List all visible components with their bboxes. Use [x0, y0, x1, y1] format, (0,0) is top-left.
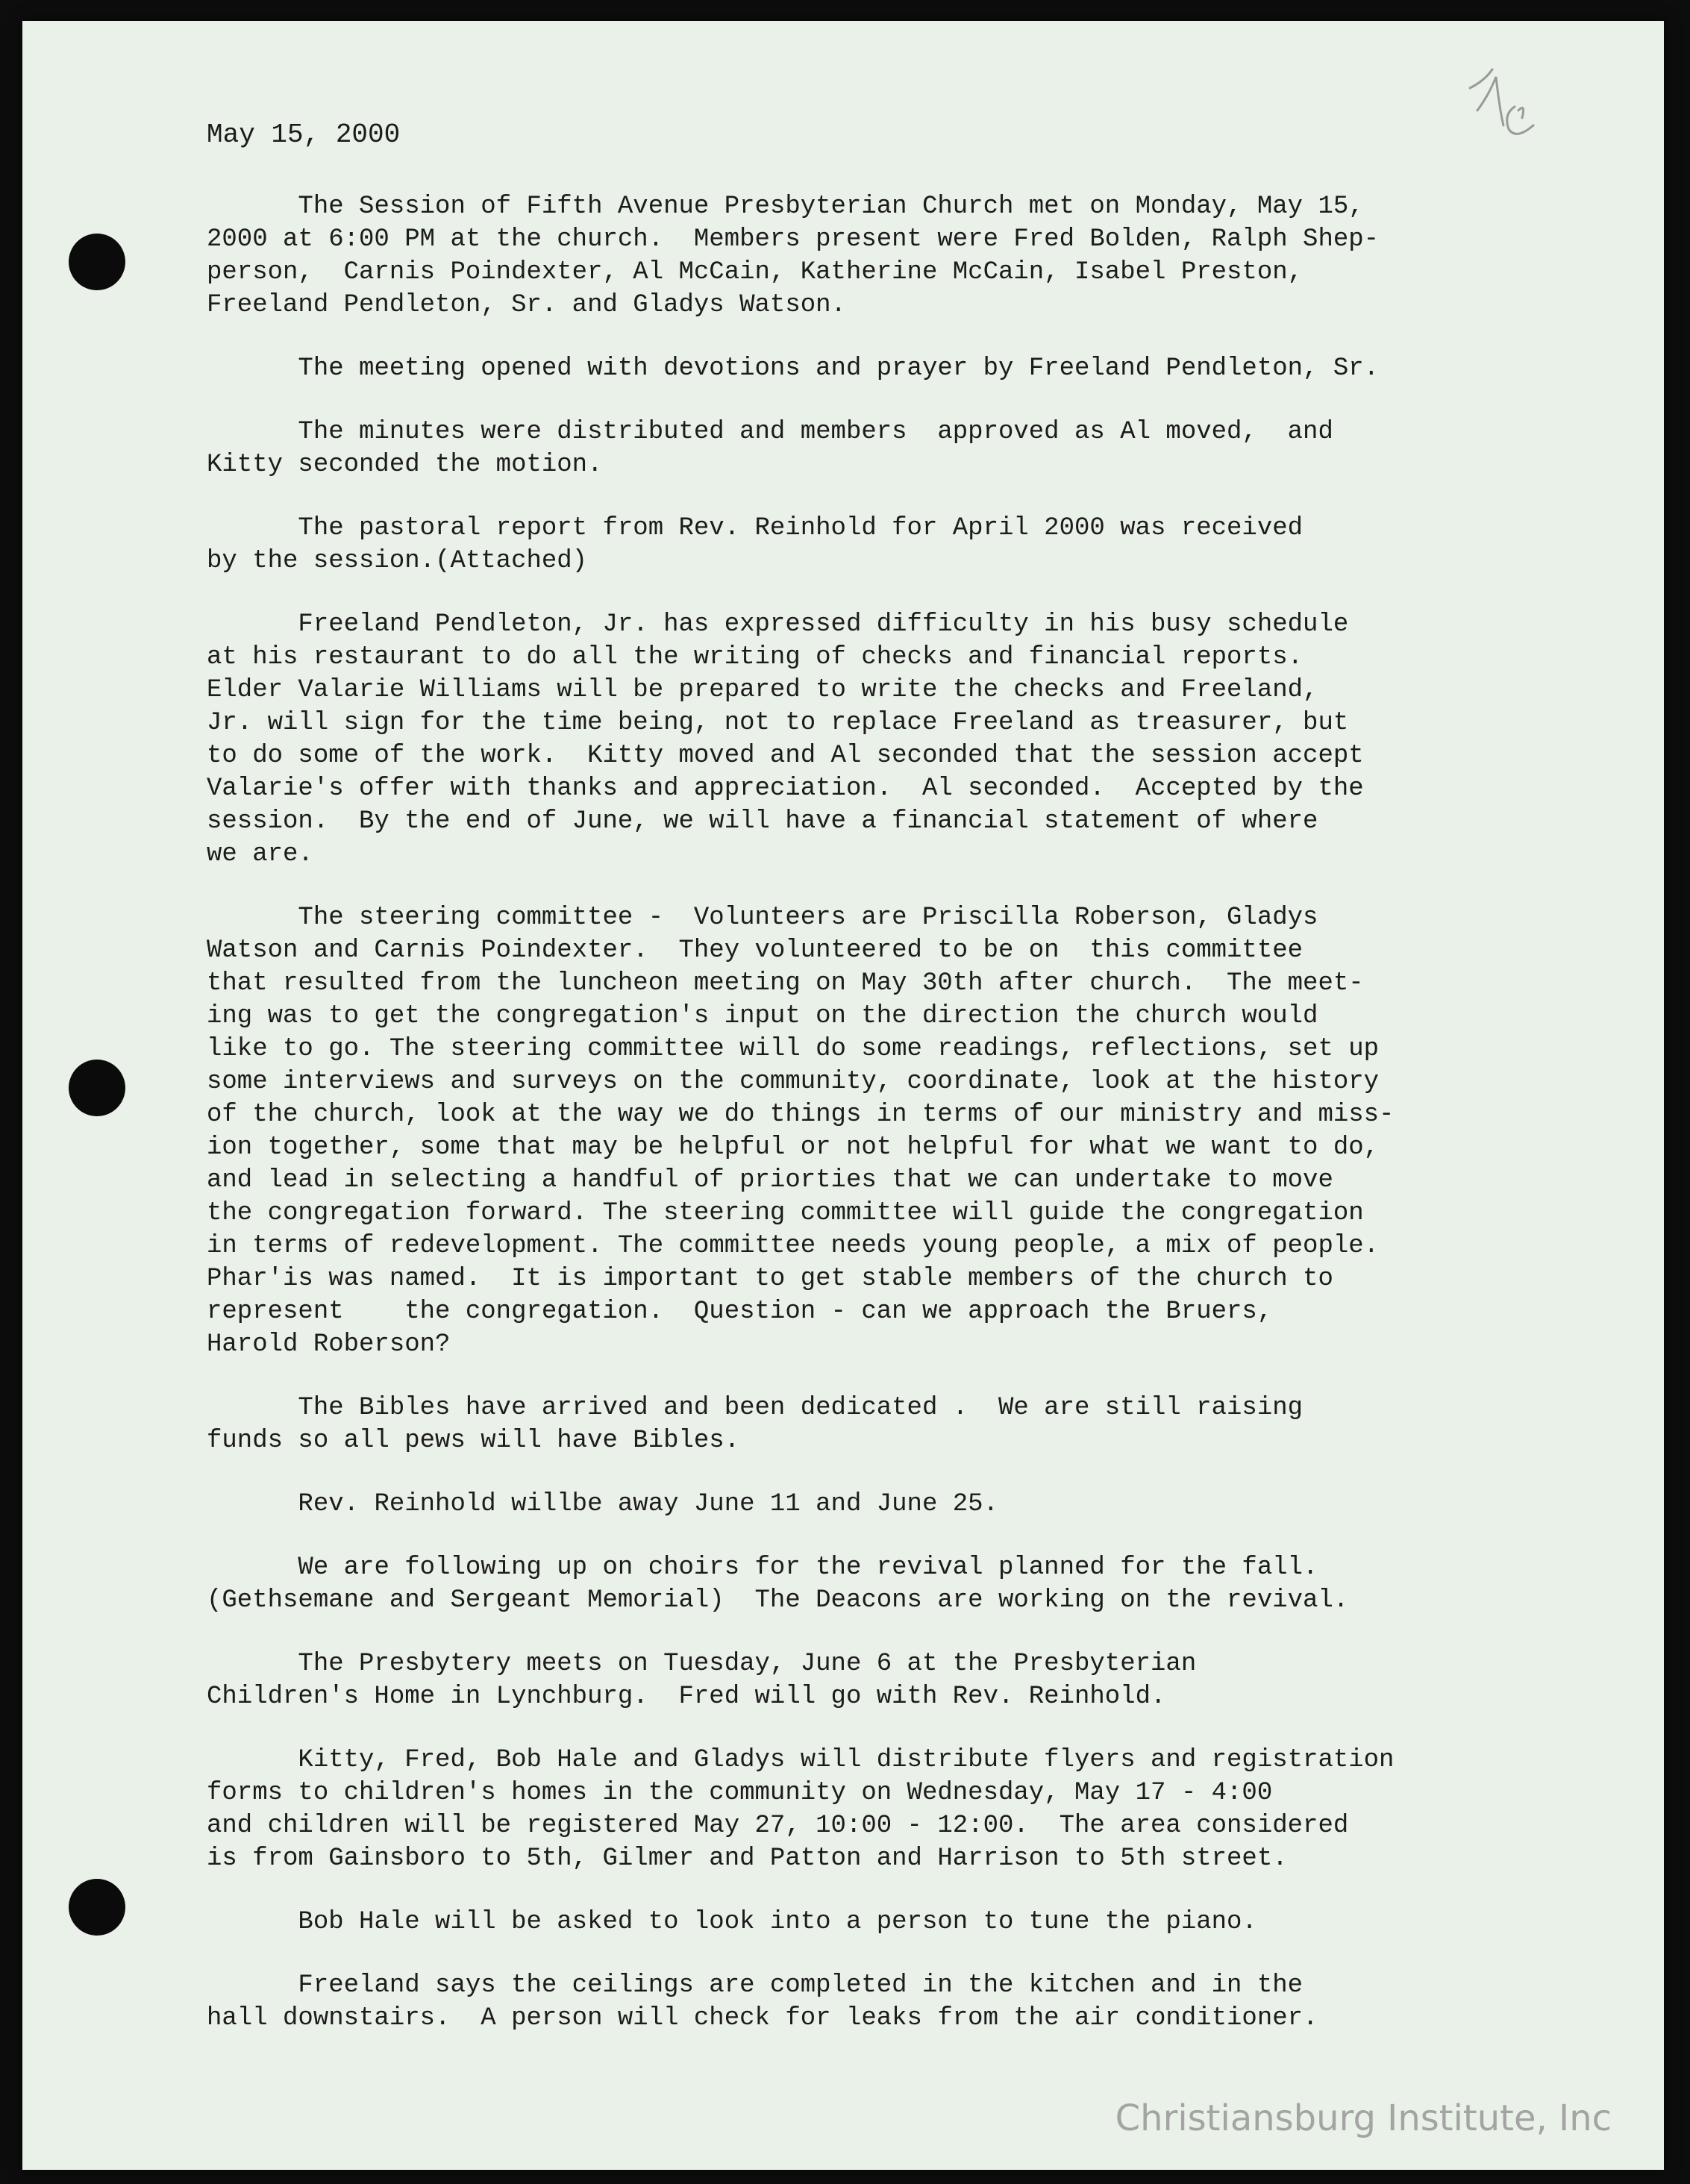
- paragraph-steering-committee: The steering committee - Volunteers are Priscilla Roberson, Gladys Watson and Carnis Poindexter. They volunteered to be on this committee that resulted from the luncheon meeting on May 30th after church. The meet- ing was to get the congregation's input on the direction the church would like to go. The steering committee will do some readings, reflections, set up some interviews and surveys on the community, coordinate, look at the history of the church, look at the way we do things in terms of our ministry and miss- ion together, some that may be helpful or not helpful for what we want to do, and lead in selecting a handful of priorties that we can undertake to move the congregation forward. The steering committee will guide the congregation in terms of redevelopment. The committee needs young people, a mix of people. Phar'is was named. It is important to get stable members of the church to represent the congregation. Question - can we approach the Bruers, Harold Roberson?: [207, 904, 1395, 1359]
- paragraph-presbytery: The Presbytery meets on Tuesday, June 6 at the Presbyterian Children's Home in Lynchburg. Fred will go with Rev. Reinhold.: [207, 1650, 1197, 1711]
- paragraph-finances: Freeland Pendleton, Jr. has expressed difficulty in his busy schedule at his restaurant to do all the writing of checks and financial reports. Elder Valarie Williams will be prepared to write the checks and Freeland, Jr. will sign for the time being, not to replace Freeland as treasurer, but to do some of the work. Kitty moved and Al seconded that the session accept Valarie's offer with thanks and appreciation. Al seconded. Accepted by the session. By the end of June, we will have a financial statement of where we are.: [207, 610, 1364, 869]
- paragraph-devotions: The meeting opened with devotions and prayer by Freeland Pendleton, Sr.: [207, 354, 1380, 383]
- punch-hole: [69, 1879, 125, 1936]
- document-date: May 15, 2000: [207, 119, 401, 150]
- paragraph-pastoral-report: The pastoral report from Rev. Reinhold for April 2000 was received by the session.(Attached): [207, 514, 1304, 575]
- paragraph-ceilings: Freeland says the ceilings are completed in the kitchen and in the hall downstairs. A person will check for leaks from the air conditioner.: [207, 1971, 1318, 2033]
- watermark: Christiansburg Institute, Inc: [1115, 2097, 1612, 2139]
- paragraph-minutes: The minutes were distributed and members approved as Al moved, and Kitty seconded the motion.: [207, 418, 1333, 479]
- paragraph-revival: We are following up on choirs for the revival planned for the fall. (Gethsemane and Sergeant Memorial) The Deacons are working on the revival.: [207, 1553, 1349, 1615]
- pencil-annotation-mark: [1462, 66, 1552, 148]
- paragraph-piano: Bob Hale will be asked to look into a person to tune the piano.: [207, 1908, 1257, 1936]
- paragraph-bibles: The Bibles have arrived and been dedicated . We are still raising funds so all pews will have Bibles.: [207, 1394, 1304, 1455]
- minutes-body: [207, 190, 1520, 2065]
- paragraph-reinhold-away: Rev. Reinhold willbe away June 11 and June 25.: [207, 1490, 998, 1518]
- paragraph-attendance: The Session of Fifth Avenue Presbyterian Church met on Monday, May 15, 2000 at 6:00 PM at the church. Members present were Fred Bolden, Ralph Shep- person, Carnis Poindexter, Al McCain, Katherine McCain, Isabel Preston, Freeland Pendleton, Sr. and Gladys Watson.: [207, 193, 1380, 319]
- paragraph-flyers: Kitty, Fred, Bob Hale and Gladys will distribute flyers and registration forms to children's homes in the community on Wednesday, May 17 - 4:00 and children will be registered May 27, 10:00 - 12:00. The area considered is from Gainsboro to 5th, Gilmer and Patton and Harrison to 5th street.: [207, 1746, 1395, 1873]
- punch-hole: [69, 1060, 125, 1116]
- punch-hole: [69, 234, 125, 290]
